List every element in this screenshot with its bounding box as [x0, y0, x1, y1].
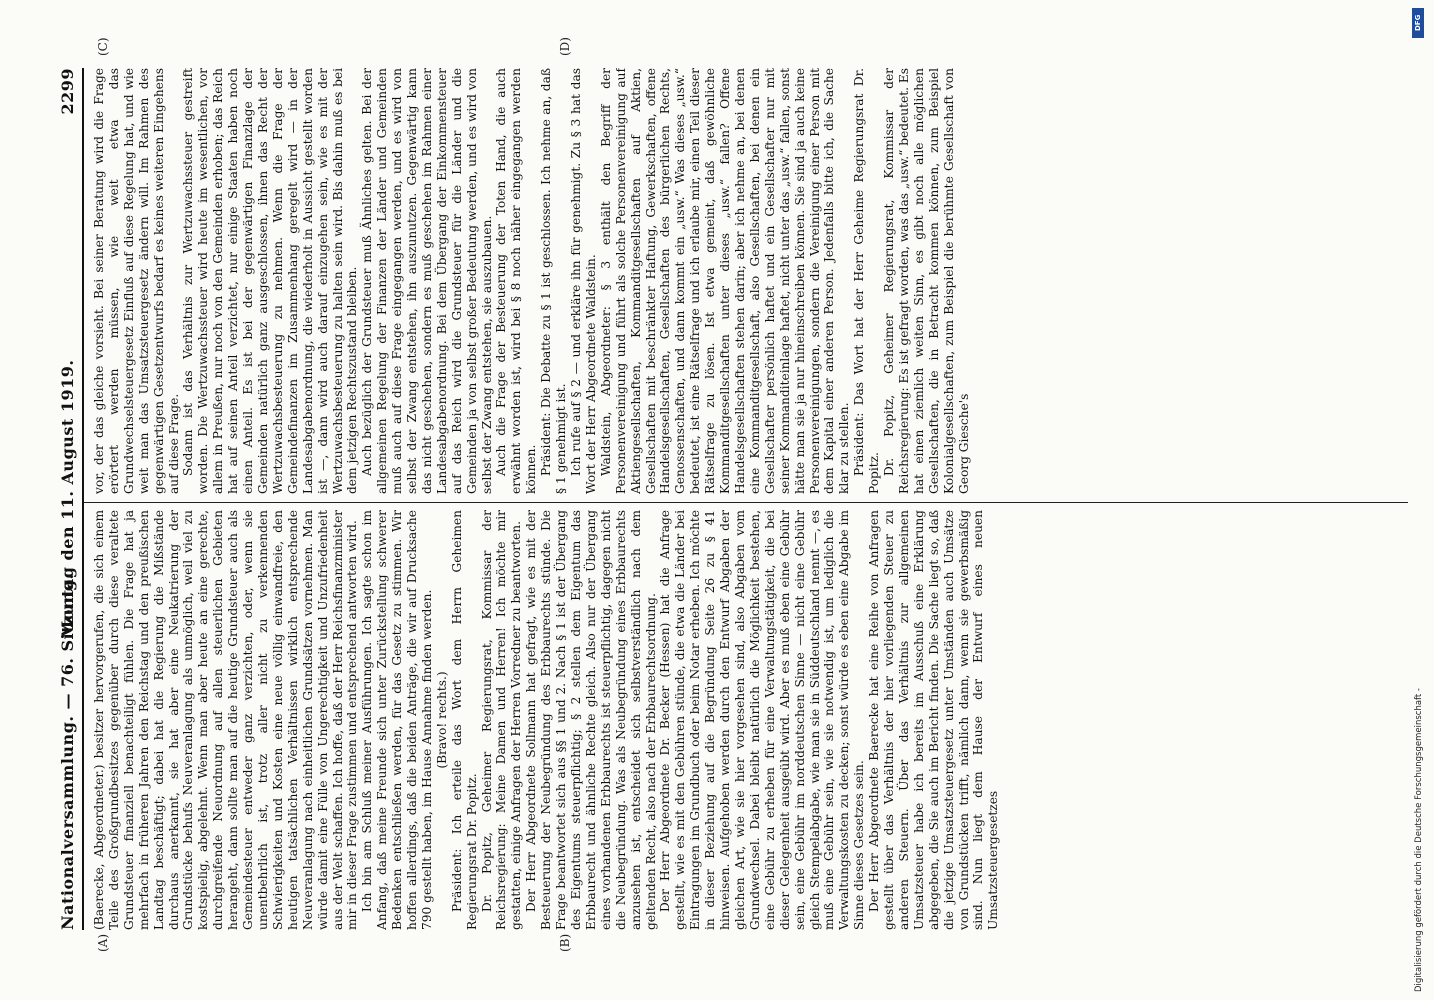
paragraph: Der Herr Abgeordnete Baerecke hat eine Reihe von Anfragen gestellt über das Verhältnis der hier vorliegenden Steuer zu anderen Steuern. Über das Verhältnis zur allgemeinen Umsatzsteuer habe ich bereits im Ausschuß eine Erklärung abgegeben, die Sie auch im Bericht finden. Die Sache liegt so, daß die jetzige Umsatzsteuergesetz unter Umständen auch Umsätze von Grundstücken trifft, nämlich dann, wenn sie gewerbsmäßig sind. Nun liegt dem Hause der Entwurf eines neuen Umsatzsteuergesetzes: [867, 510, 1001, 930]
paragraph: Dr. Popitz, Geheimer Regierungsrat, Kommissar der Reichsregierung: Es ist gefragt worden, was das „usw.“ bedeutet. Es hat einen ziemlich weiten Sinn, es gibt noch alle möglichen Gesellschaften, die in Betracht kommen können, zum Beispiel Kolonialgesellschaften, zum Beispiel die berühmte Gesellschaft von Georg Giesche's: [882, 68, 971, 494]
paragraph: Ich bin am Schluß meiner Ausführungen. Ich sagte schon im Anfang, daß meine Freunde sich unter Zurückstellung schwerer Bedenken entschließen werden, für das Gesetz zu stimmen. Wir hoffen allerdings, daß die beiden Anträge, die wir auf Drucksache 790 gestellt haben, im Hause Annahme finden werden.: [360, 510, 434, 930]
paragraph: Präsident: Ich erteile das Wort dem Herrn Geheimen Regierungsrat Dr. Popitz.: [449, 510, 479, 930]
paragraph: (Baerecke, Abgeordneter.) besitzer hervorgerufen, die sich einem Teile des Großgrundbesitzes gegenüber durch diese veraltete Grundsteuer finanziell benachteiligt fühlen. Die Frage hat ja mehrfach in früheren Jahren den Reichstag und den preußischen Landtag beschäftigt; dabei hat die Regierung die Mißstände durchaus anerkannt, sie hat aber eine Neukatrierung der Grundstücke behufs Neuveranlagung als unmöglich, weil viel zu kostspielig, abgelehnt. Wenn man aber heute an eine gerechte, durchgreifende Neuordnung auf allen steuerlichen Gebieten herangeht, dann sollte man auf die heutige Grundsteuer auch als Gemeindesteuer entweder ganz verzichten, oder, wenn sie unentbehrlich ist, trotz aller nicht zu verkennenden Schwierigkeiten und Kosten eine neue völlig einwandfreie, den heutigen tatsächlichen Verhältnissen wirklich entsprechende Neuveranlagung nach einheitlichen Grundsätzen vornehmen. Man würde damit eine Fülle von Ungerechtigkeit und Unzufriedenheit aus der Welt schaffen. Ich hoffe, daß der Herr Reichsfinanzminister mir in dieser Frage zustimmen und entsprechend antworten wird.: [92, 510, 360, 930]
credit-text: Digitalisierung gefördert durch die Deutsche Forschungsgemeinschaft -: [1414, 688, 1424, 992]
paragraph: Auch bezüglich der Grundsteuer muß Ähnliches gelten. Bei der allgemeinen Regelung der Finanzen der Länder und Gemeinden muß auch auf diese Frage eingegangen werden, und es wird von selbst der Zwang entstehen, ihn auszunutzen. Gegenwärtig kann das nicht geschehen, sondern es muß geschehen im Rahmen einer Landesabgabenordnung. Bei dem Übergang der Einkommensteuer auf das Reich wird die Grundsteuer für die Länder und die Gemeinden ja von selbst großer Bedeutung werden, und es wird von selbst der Zwang entstehen, sie auszubauen.: [360, 68, 494, 494]
running-header: [58, 68, 80, 930]
paragraph: Präsident: Die Debatte zu § 1 ist geschlossen. Ich nehme an, daß § 1 genehmigt ist.: [539, 68, 569, 494]
column-divider: [84, 502, 1408, 503]
page-number: 2299: [58, 68, 77, 115]
paragraph: Sodann ist das Verhältnis zur Wertzuwachssteuer gestreift worden. Die Wertzuwachssteuer wird heute im wesentlichen, vor allem in Preußen, nur noch von den Gemeinden erhoben; das Reich hat auf seinen Anteil verzichtet, nur einige Staaten haben noch einen Anteil. Es ist bei der gegenwärtigen Finanzlage der Gemeinden natürlich ganz ausgeschlossen, ihnen das Recht der Wertzuwachsbesteuerung zu nehmen. Wenn die Frage der Gemeindefinanzen im Zusammenhang geregelt wird — in der Landesabgabenordnung, die wiederholt in Aussicht gestellt worden ist —, dann wird auch darauf einzugehen sein, wie es mit der Wertzuwachsbesteuerung zu halten sein wird. Bis dahin muß es bei dem jetzigen Rechtszustand bleiben.: [181, 68, 360, 494]
header-left: Nationalversammlung. — 76. Sitzung.: [58, 573, 77, 930]
interjection: (Bravo! rechts.): [434, 671, 449, 769]
margin-marker-c: (C): [96, 37, 110, 56]
right-column: [92, 68, 1408, 494]
paragraph: Auch die Frage der Besteuerung der Toten Hand, die auch erwähnt worden ist, wird bei § 8 noch näher eingegangen werden können.: [494, 68, 539, 494]
paragraph: Waldstein, Abgeordneter: § 3 enthält den Begriff der Personenvereinigung und führt als solche Personenvereinigung auf Aktiengesellschaften, Kommanditgesellschaften auf Aktien, Gesellschaften mit beschränkter Haftung, Gewerkschaften, offene Handelsgesellschaften, Gesellschaften des bürgerlichen Rechts, Genossenschaften, und dann kommt ein „usw.“ Was dieses „usw.“ bedeutet, ist eine Rätselfrage und ich erlaube mir, einen Teil dieser Rätselfrage zu lösen. Ist etwa gemeint, daß gewöhnliche Kommanditgesellschaften unter dieses „usw.“ fallen? Offene Handelsgesellschaften stehen darin; aber ich nehme an, bei denen eine Kommanditgesellschaft, also Gesellschaften, bei denen ein Gesellschafter persönlich haftet und ein Gesellschafter nur mit seiner Kommanditeinlage haftet, nicht unter das „usw.“ fallen, sonst hätte man sie ja nur hineinschreiben können. Sie sind ja auch keine Personenvereinigungen, sondern die Vereinigung einer Person mit dem Kapital einer anderen Person. Jedenfalls bitte ich, die Sache klar zu stellen.: [598, 68, 852, 494]
left-column: [92, 510, 1408, 930]
paragraph: vor, der das gleiche vorsieht. Bei seiner Beratung wird die Frage erörtert werden müssen, wie weit etwa das Grundwechselsteuergesetz Einfluß auf diese Regelung hat, und wie weit man das Umsatzsteuergesetz ändern will. Im Rahmen des gegenwärtigen Gesetzentwurfs bedarf es keines weiteren Eingehens auf diese Frage.: [92, 68, 181, 494]
paragraph: Der Herr Abgeordnete Dr. Becker (Hessen) hat die Anfrage gestellt, wie es mit den Gebühren stünde, die etwa die Länder bei Eintragungen im Grundbuch oder beim Notar erheben. Ich möchte in dieser Beziehung auf die Begründung Seite 26 zu § 41 hinweisen. Aufgehoben werden durch den Entwurf Abgaben der gleichen Art, wie sie hier vorgesehen sind, also Abgaben vom Grundwechsel. Dabei bleibt natürlich die Möglichkeit bestehen, eine Gebühr zu erheben für eine Verwaltungstätigkeit, die bei dieser Gelegenheit ausgeübt wird. Aber es muß eben eine Gebühr sein, eine Gebühr im norddeutschen Sinne — nicht eine Gebühr gleich Stempelabgabe, wie man sie in Süddeutschland nennt —, es muß eine Gebühr sein, wie sie notwendig ist, um lediglich die Verwaltungskosten zu decken; sonst würde es eben eine Abgabe im Sinne dieses Gesetzes sein.: [658, 510, 867, 930]
dfg-logo: DFG: [1412, 8, 1424, 38]
margin-marker-b: (B): [558, 933, 572, 952]
header-rule: [82, 68, 84, 930]
paragraph: Dr. Popitz, Geheimer Regierungsrat, Kommissar der Reichsregierung: Meine Damen und Herren! Ich möchte mir gestatten, einige Anfragen der Herren Vorredner zu beantworten.: [479, 510, 524, 930]
paragraph: Der Herr Abgeordnete Sollmann hat gefragt, wie es mit der Besteuerung der Neubegründung des Erbbaurechts stünde. Die Frage beantwortet sich aus §§ 1 und 2. Nach § 1 ist der Übergang des Eigentums steuerpflichtig; § 2 stellen dem Eigentum das Erbbaurecht und ähnliche Rechte gleich. Also nur der Übergang eines vorhandenen Erbbaurechts ist steuerpflichtig, dagegen nicht die Neubegründung. Was als Neubegründung eines Erbbaurechts anzusehen ist, entscheidet sich selbstverständlich nach dem geltenden Recht, also nach der Erbbaurechtsordnung.: [524, 510, 658, 930]
margin-marker-d: (D): [558, 37, 572, 56]
header-date: Montag den 11. August 1919.: [58, 359, 77, 639]
paragraph: Präsident: Das Wort hat der Herr Geheime Regierungsrat Dr. Popitz.: [852, 68, 882, 494]
paragraph: Ich rufe auf § 2 — und erkläre ihn für genehmigt. Zu § 3 hat das Wort der Herr Abgeordnete Waldstein.: [569, 68, 598, 494]
margin-marker-a: (A): [96, 933, 110, 952]
digitization-credit: [1398, 0, 1434, 1000]
